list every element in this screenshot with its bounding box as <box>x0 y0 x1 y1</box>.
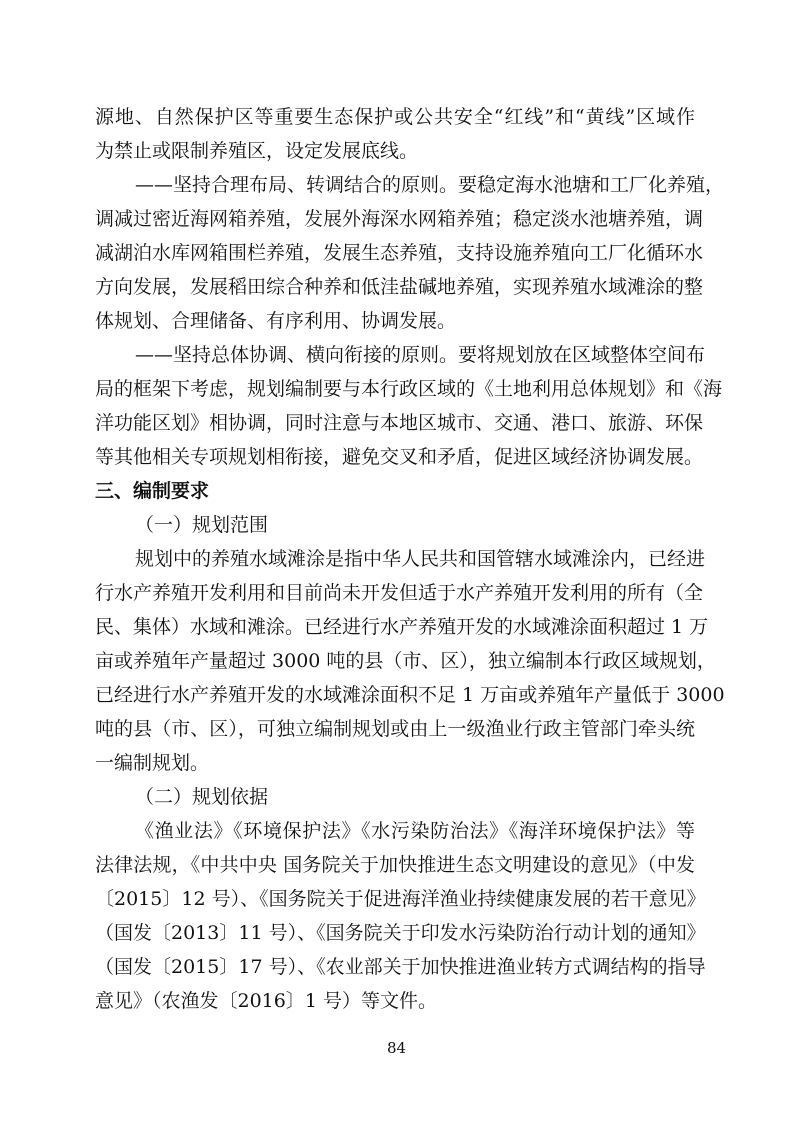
body-text-line: 亩或养殖年产量超过 3000 吨的县（市、区），独立编制本行政区域规划， <box>95 650 716 672</box>
body-text-line: 为禁止或限制养殖区，设定发展底线。 <box>95 140 419 162</box>
body-text-line: 民、集体）水域和滩涂。已经进行水产养殖开发的水域滩涂面积超过 1 万 <box>95 616 709 638</box>
body-text-line: 局的框架下考虑，规划编制要与本行政区域的《土地利用总体规划》和《海 <box>95 378 723 400</box>
body-text-line: （国发〔2015〕17 号）、《农业部关于加快推进渔业转方式调结构的指导 <box>95 956 706 978</box>
body-text-line: 洋功能区划》相协调，同时注意与本地区城市、交通、港口、旅游、环保 <box>95 412 704 434</box>
body-text-line: 方向发展，发展稻田综合种养和低洼盐碱地养殖，实现养殖水域滩涂的整 <box>95 276 704 298</box>
body-text-line: （国发〔2013〕11 号）、《国务院关于印发水污染防治行动计划的通知》 <box>95 922 706 944</box>
body-text-line: 已经进行水产养殖开发的水域滩涂面积不足 1 万亩或养殖年产量低于 3000 <box>95 684 725 706</box>
body-text-line: 《渔业法》《环境保护法》《水污染防治法》《海洋环境保护法》等 <box>135 820 695 842</box>
subheading: （二）规划依据 <box>135 786 269 808</box>
body-text-line: 减湖泊水库网箱围栏养殖，发展生态养殖，支持设施养殖向工厂化循环水 <box>95 242 704 264</box>
body-text-line: 一编制规划。 <box>95 752 210 774</box>
body-text-line: 行水产养殖开发利用和目前尚未开发但适于水产养殖开发利用的所有（全 <box>95 582 704 604</box>
body-text-line: 体规划、合理储备、有序利用、协调发展。 <box>95 310 457 332</box>
subheading: （一）规划范围 <box>135 514 269 536</box>
body-text-line: 〔2015〕12 号）、《国务院关于促进海洋渔业持续健康发展的若干意见》 <box>95 888 706 910</box>
body-text-line: 等其他相关专项规划相衔接，避免交叉和矛盾，促进区域经济协调发展。 <box>95 446 704 468</box>
body-text-line: 源地、自然保护区等重要生态保护或公共安全“红线”和“黄线”区域作 <box>95 106 695 128</box>
body-text-line: 意见》（农渔发〔2016〕1 号）等文件。 <box>95 990 437 1012</box>
section-heading: 三、编制要求 <box>95 480 210 502</box>
body-text-line: 调减过密近海网箱养殖，发展外海深水网箱养殖；稳定淡水池塘养殖，调 <box>95 208 704 230</box>
body-text-line: 法律法规，《中共中央 国务院关于加快推进生态文明建设的意见》（中发 <box>95 854 695 876</box>
body-text-line: ——坚持总体协调、横向衔接的原则。要将规划放在区域整体空间布 <box>135 344 706 366</box>
page-number: 84 <box>386 1039 407 1057</box>
body-text-line: 吨的县（市、区），可独立编制规划或由上一级渔业行政主管部门牵头统 <box>95 718 695 740</box>
body-text-line: 规划中的养殖水域滩涂是指中华人民共和国管辖水域滩涂内，已经进 <box>135 548 706 570</box>
body-text-line: ——坚持合理布局、转调结合的原则。要稳定海水池塘和工厂化养殖， <box>135 174 725 196</box>
